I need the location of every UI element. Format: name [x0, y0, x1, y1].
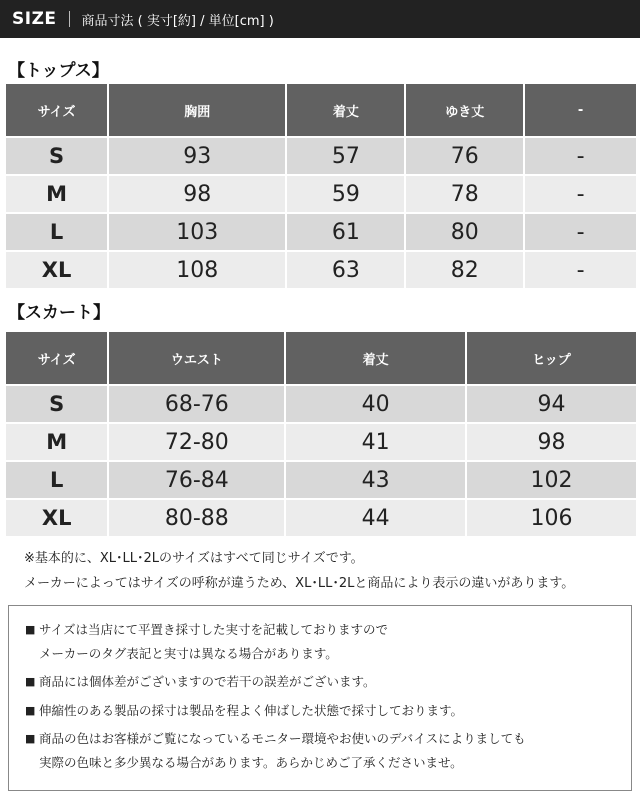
tops-section-title: 【トップス】 — [8, 61, 109, 81]
table-cell: 61 — [287, 214, 404, 250]
column-header: 着丈 — [287, 84, 404, 136]
table-header-row — [6, 84, 636, 136]
disclaimer-text: サイズは当店にて平置き採寸した実寸を記載しておりますので — [39, 622, 389, 637]
table-row — [6, 424, 636, 460]
table-cell: 80 — [406, 214, 523, 250]
column-header: ゆき丈 — [406, 84, 523, 136]
table-cell: 80-88 — [109, 500, 284, 536]
square-bullet-icon: ■ — [25, 675, 36, 688]
table-cell: S — [6, 386, 107, 422]
skirt-section-title: 【スカート】 — [8, 303, 110, 323]
disclaimer-item — [25, 670, 526, 694]
table-cell: 78 — [406, 176, 523, 212]
disclaimer-text: 伸縮性のある製品の採寸は製品を程よく伸ばした状態で採寸しております。 — [39, 702, 464, 718]
table-cell: - — [525, 214, 636, 250]
skirt-size-table — [4, 330, 638, 538]
table-cell: 43 — [286, 462, 465, 498]
table-cell: 63 — [287, 252, 404, 288]
table-cell: L — [6, 214, 107, 250]
table-cell: L — [6, 462, 107, 498]
table-cell: 106 — [467, 500, 636, 536]
table-cell: 41 — [286, 424, 465, 460]
table-cell: 94 — [467, 386, 636, 422]
disclaimer-item — [25, 618, 526, 642]
table-row — [6, 462, 636, 498]
square-bullet-icon: ■ — [25, 732, 36, 745]
table-cell: M — [6, 176, 107, 212]
square-bullet-icon: ■ — [25, 623, 36, 636]
table-cell: 98 — [109, 176, 285, 212]
table-cell: 102 — [467, 462, 636, 498]
table-row — [6, 252, 636, 288]
header-subtitle: 商品寸法 ( 実寸[約] / 単位[cm] ) — [81, 13, 274, 29]
size-notes — [24, 546, 574, 596]
table-row — [6, 138, 636, 174]
column-header: サイズ — [6, 332, 107, 384]
table-cell: 76 — [406, 138, 523, 174]
disclaimer-item-continued — [25, 642, 526, 666]
disclaimer-text: 商品の色はお客様がご覧になっているモニター環境やお使いのデバイスによりましても — [39, 731, 526, 746]
disclaimer-item — [25, 699, 526, 723]
table-row — [6, 386, 636, 422]
header-title: SIZE — [12, 9, 57, 29]
table-cell: 98 — [467, 424, 636, 460]
table-cell: S — [6, 138, 107, 174]
table-cell: - — [525, 138, 636, 174]
table-cell: 103 — [109, 214, 285, 250]
table-cell: - — [525, 252, 636, 288]
table-cell: - — [525, 176, 636, 212]
table-cell: 44 — [286, 500, 465, 536]
table-row — [6, 214, 636, 250]
table-row — [6, 176, 636, 212]
column-header: 胸囲 — [109, 84, 285, 136]
tops-size-table — [4, 82, 638, 290]
column-header: ヒップ — [467, 332, 636, 384]
table-cell: M — [6, 424, 107, 460]
column-header: ウエスト — [109, 332, 284, 384]
column-header: - — [525, 84, 636, 136]
table-cell: 76-84 — [109, 462, 284, 498]
square-bullet-icon: ■ — [25, 703, 36, 717]
note-line: メーカーによってはサイズの呼称が違うため、XL･LL･2Lと商品により表示の違いがあります。 — [24, 576, 575, 591]
table-cell: 93 — [109, 138, 285, 174]
disclaimer-box — [8, 605, 632, 791]
table-cell: 59 — [287, 176, 404, 212]
disclaimer-text: メーカーのタグ表記と実寸は異なる場合があります。 — [39, 645, 338, 661]
column-header: サイズ — [6, 84, 107, 136]
disclaimer-text: 実際の色味と多少異なる場合があります。あらかじめご了承くださいませ。 — [39, 754, 463, 770]
disclaimer-item-continued — [25, 751, 526, 775]
table-cell: XL — [6, 500, 107, 536]
header-divider — [69, 11, 70, 27]
table-cell: 40 — [286, 386, 465, 422]
column-header: 着丈 — [286, 332, 465, 384]
disclaimer-item — [25, 727, 526, 751]
size-header — [0, 0, 640, 38]
table-cell: 72-80 — [109, 424, 284, 460]
table-cell: 57 — [287, 138, 404, 174]
table-cell: 82 — [406, 252, 523, 288]
table-cell: XL — [6, 252, 107, 288]
table-header-row — [6, 332, 636, 384]
disclaimer-text: 商品には個体差がございますので若干の誤差がございます。 — [39, 674, 376, 689]
table-row — [6, 500, 636, 536]
note-line: ※基本的に、XL･LL･2Lのサイズはすべて同じサイズです。 — [24, 551, 364, 566]
table-cell: 68-76 — [109, 386, 284, 422]
table-cell: 108 — [109, 252, 285, 288]
